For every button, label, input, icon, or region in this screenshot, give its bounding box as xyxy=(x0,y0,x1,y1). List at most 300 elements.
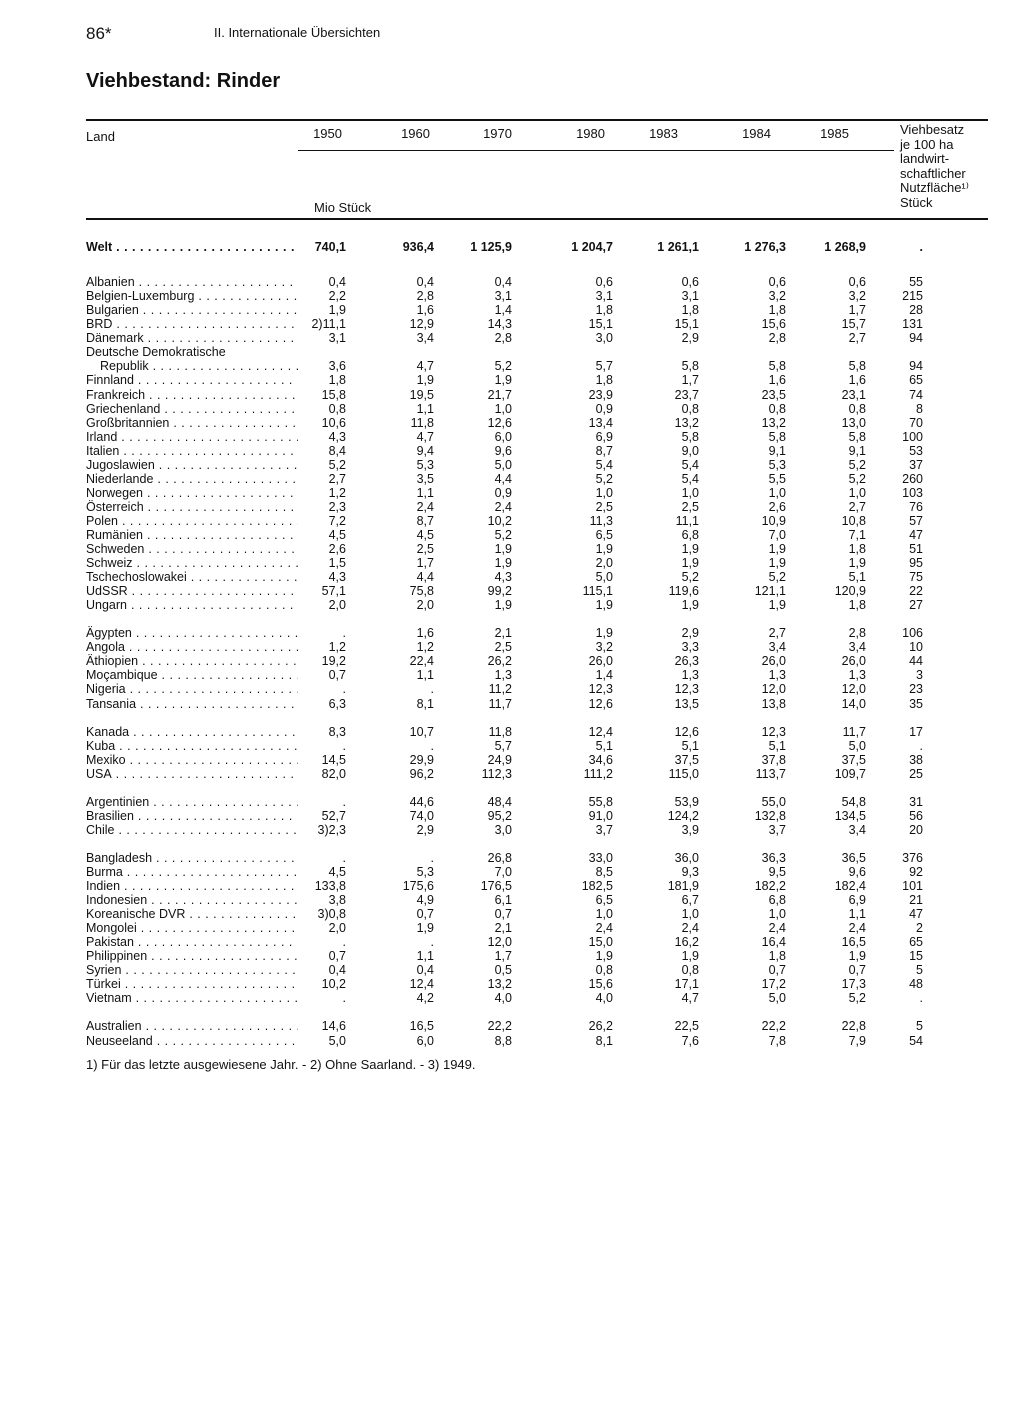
value-cell: 1 276,3 xyxy=(744,240,786,254)
density-cell: 94 xyxy=(909,331,923,346)
value-cell: 1,5 xyxy=(328,556,346,571)
value-cell: 26,2 xyxy=(487,654,512,669)
table-row xyxy=(0,500,1024,514)
value-cell: 8,3 xyxy=(328,724,346,739)
country-label: Österreich . . . xyxy=(86,500,298,514)
value-cell: 11,2 xyxy=(488,682,512,697)
value-cell: 3,9 xyxy=(681,822,699,837)
density-cell: 75 xyxy=(909,570,923,585)
table-row xyxy=(0,682,1024,696)
density-cell: 20 xyxy=(909,822,923,837)
value-cell: 113,7 xyxy=(755,766,786,781)
value-cell: 7,6 xyxy=(681,1033,699,1048)
value-cell: 22,4 xyxy=(409,654,434,669)
value-cell: 3,2 xyxy=(768,289,786,304)
value-cell: 22,2 xyxy=(761,1019,786,1034)
value-cell: 44,6 xyxy=(409,794,434,809)
table-row xyxy=(0,907,1024,921)
value-cell: 0,4 xyxy=(416,275,434,290)
density-cell: 28 xyxy=(909,303,923,318)
value-cell: 5,5 xyxy=(768,471,786,486)
table-row xyxy=(0,823,1024,837)
value-cell: 16,2 xyxy=(674,935,699,950)
value-cell: 36,3 xyxy=(761,850,786,865)
density-line: landwirt- xyxy=(900,151,950,167)
value-cell: . xyxy=(430,850,434,865)
table-row xyxy=(0,795,1024,809)
value-cell: 13,4 xyxy=(588,415,613,430)
value-cell: 3,5 xyxy=(416,471,434,486)
value-cell: 29,9 xyxy=(409,752,434,767)
value-cell: 75,8 xyxy=(409,584,434,599)
value-cell: 4,5 xyxy=(328,864,346,879)
value-cell: 10,2 xyxy=(321,977,346,992)
value-cell: 2,7 xyxy=(848,331,866,346)
value-cell: 8,7 xyxy=(595,443,613,458)
value-cell: 6,8 xyxy=(768,893,786,907)
value-cell: 5,0 xyxy=(494,457,512,472)
year-1960: 1960 xyxy=(401,126,430,141)
table-row xyxy=(0,275,1024,289)
value-cell: . xyxy=(342,991,346,1006)
page-number: 86* xyxy=(86,24,112,43)
value-cell: 1,9 xyxy=(681,598,699,613)
density-cell: 10 xyxy=(909,640,923,655)
country-label: Italien . . . xyxy=(86,444,298,458)
density-cell: . xyxy=(919,240,923,254)
value-cell: 5,7 xyxy=(494,738,512,753)
value-cell: 1,7 xyxy=(848,303,866,318)
value-cell: 15,1 xyxy=(588,317,613,332)
value-cell: 3)0,8 xyxy=(317,907,346,922)
value-cell: 9,4 xyxy=(416,443,434,458)
value-cell: 3,0 xyxy=(494,822,512,837)
value-cell: . xyxy=(430,682,434,697)
value-cell: 9,1 xyxy=(768,443,786,458)
value-cell: 6,0 xyxy=(494,429,512,444)
value-cell: 109,7 xyxy=(834,766,866,781)
value-cell: 2,7 xyxy=(768,626,786,641)
country-label: Moçambique . . . xyxy=(86,668,298,682)
density-cell: 21 xyxy=(909,893,923,907)
value-cell: 5,4 xyxy=(595,457,613,472)
value-cell: 115,1 xyxy=(582,584,613,599)
value-cell: 1,8 xyxy=(595,373,613,388)
value-cell: 7,2 xyxy=(328,513,346,528)
density-line: Nutzfläche¹⁾ xyxy=(900,180,969,196)
value-cell: 17,2 xyxy=(761,977,786,992)
value-cell: 5,0 xyxy=(595,570,613,585)
value-cell: 12,6 xyxy=(487,415,512,430)
table-row xyxy=(0,303,1024,317)
value-cell: 55,8 xyxy=(588,794,613,809)
value-cell: 3,2 xyxy=(848,289,866,304)
value-cell: 1,0 xyxy=(681,485,699,500)
value-cell: 12,0 xyxy=(487,935,512,950)
table-row xyxy=(0,345,1024,359)
table-row xyxy=(0,851,1024,865)
footnote: 1) Für das letzte ausgewiesene Jahr. - 2) Ohne Saarland. - 3) 1949. xyxy=(86,1057,476,1072)
value-cell: 1,2 xyxy=(328,640,346,655)
value-cell: 1,6 xyxy=(848,373,866,388)
value-cell: 1 204,7 xyxy=(571,240,613,254)
value-cell: 5,0 xyxy=(328,1033,346,1048)
country-label: Dänemark . . . xyxy=(86,331,298,345)
table-row xyxy=(0,584,1024,598)
value-cell: 133,8 xyxy=(314,879,346,893)
density-cell: 70 xyxy=(909,415,923,430)
value-cell: 5,2 xyxy=(848,991,866,1006)
value-cell: 1,9 xyxy=(848,949,866,964)
value-cell: 0,8 xyxy=(768,401,786,416)
country-label: Brasilien . . . xyxy=(86,809,298,823)
country-label: Angola . . . xyxy=(86,640,298,654)
table-row xyxy=(0,697,1024,711)
value-cell: 1,3 xyxy=(768,668,786,683)
value-cell: 1,9 xyxy=(328,303,346,318)
value-cell: 6,1 xyxy=(494,893,512,907)
value-cell: 1,9 xyxy=(416,373,434,388)
value-cell: 2,0 xyxy=(328,598,346,613)
value-cell: 13,2 xyxy=(487,977,512,992)
value-cell: 0,4 xyxy=(494,275,512,290)
value-cell: 36,0 xyxy=(674,850,699,865)
value-cell: 7,0 xyxy=(494,864,512,879)
value-cell: 8,1 xyxy=(595,1033,613,1048)
value-cell: 1,8 xyxy=(848,598,866,613)
value-cell: 182,4 xyxy=(834,879,866,893)
value-cell: 1,7 xyxy=(494,949,512,964)
value-cell: . xyxy=(430,935,434,950)
value-cell: 1,9 xyxy=(681,949,699,964)
table-row xyxy=(0,528,1024,542)
value-cell: 1,1 xyxy=(416,401,434,416)
country-label: Mongolei . . . xyxy=(86,921,298,935)
table-row xyxy=(0,514,1024,528)
value-cell: 111,2 xyxy=(583,766,613,781)
country-label: Türkei . . . xyxy=(86,977,298,991)
value-cell: 12,4 xyxy=(409,977,434,992)
value-cell: 2,8 xyxy=(768,331,786,346)
value-cell: 16,5 xyxy=(841,935,866,950)
density-cell: 23 xyxy=(909,682,923,697)
value-cell: 6,8 xyxy=(681,528,699,542)
value-cell: . xyxy=(342,794,346,809)
table-row xyxy=(0,865,1024,879)
value-cell: 1,9 xyxy=(681,542,699,556)
value-cell: 12,3 xyxy=(761,724,786,739)
table-row xyxy=(0,1019,1024,1033)
table-row xyxy=(0,753,1024,767)
value-cell: 1,0 xyxy=(595,907,613,922)
value-cell: 0,8 xyxy=(328,401,346,416)
value-cell: 6,9 xyxy=(848,893,866,907)
value-cell: 5,4 xyxy=(681,471,699,486)
value-cell: 4,3 xyxy=(328,570,346,585)
value-cell: 12,6 xyxy=(674,724,699,739)
density-cell: 27 xyxy=(909,598,923,613)
country-label: Ungarn . . . xyxy=(86,598,298,612)
value-cell: 10,2 xyxy=(487,513,512,528)
value-cell: 1,6 xyxy=(416,626,434,641)
density-cell: 131 xyxy=(902,317,923,332)
density-cell: . xyxy=(919,991,923,1006)
table-row xyxy=(0,725,1024,739)
value-cell: 1,3 xyxy=(494,668,512,683)
value-cell: 14,6 xyxy=(321,1019,346,1034)
value-cell: 37,5 xyxy=(841,752,866,767)
value-cell: 15,1 xyxy=(674,317,699,332)
value-cell: 5,2 xyxy=(595,471,613,486)
value-cell: 0,6 xyxy=(595,275,613,290)
country-label: Griechenland . . . xyxy=(86,402,298,416)
table-row xyxy=(0,668,1024,682)
table-row xyxy=(0,991,1024,1005)
table-row xyxy=(0,240,1024,254)
value-cell: 8,5 xyxy=(595,864,613,879)
value-cell: 1,1 xyxy=(416,949,434,964)
country-label: Großbritannien . . . xyxy=(86,416,298,430)
value-cell: 3,8 xyxy=(328,893,346,907)
page-title: Viehbestand: Rinder xyxy=(86,70,281,92)
value-cell: 23,1 xyxy=(841,387,866,402)
value-cell: 3,4 xyxy=(848,822,866,837)
value-cell: 5,1 xyxy=(681,738,699,753)
density-cell: 2 xyxy=(916,921,923,936)
value-cell: 1,9 xyxy=(768,542,786,556)
value-cell: 4,7 xyxy=(416,359,434,374)
value-cell: 0,8 xyxy=(681,401,699,416)
value-cell: 9,6 xyxy=(494,443,512,458)
value-cell: 2,3 xyxy=(328,499,346,514)
year-1983: 1983 xyxy=(649,126,678,141)
value-cell: 7,8 xyxy=(768,1033,786,1048)
country-label: Australien . . . xyxy=(86,1019,298,1033)
value-cell: 1 261,1 xyxy=(657,240,699,254)
value-cell: 36,5 xyxy=(841,850,866,865)
value-cell: 2)11,1 xyxy=(311,317,346,332)
value-cell: 3,1 xyxy=(595,289,613,304)
value-cell: 0,4 xyxy=(328,275,346,290)
density-cell: 76 xyxy=(909,499,923,514)
density-cell: 94 xyxy=(909,359,923,374)
value-cell: 1,9 xyxy=(768,598,786,613)
value-cell: 936,4 xyxy=(402,240,434,254)
country-label: Argentinien . . . xyxy=(86,795,298,809)
value-cell: 2,7 xyxy=(848,499,866,514)
density-cell: 106 xyxy=(902,626,923,641)
value-cell: 3,4 xyxy=(416,331,434,346)
country-label: Koreanische DVR . . . xyxy=(86,907,298,921)
value-cell: 13,8 xyxy=(761,696,786,711)
value-cell: 4,9 xyxy=(416,893,434,907)
value-cell: 34,6 xyxy=(588,752,613,767)
table-row xyxy=(0,458,1024,472)
value-cell: 7,1 xyxy=(848,528,866,542)
value-cell: 13,5 xyxy=(674,696,699,711)
country-label: Tansania . . . xyxy=(86,697,298,711)
value-cell: 3,1 xyxy=(681,289,699,304)
value-cell: 1,8 xyxy=(848,542,866,556)
density-cell: 51 xyxy=(909,542,923,556)
value-cell: 26,2 xyxy=(588,1019,613,1034)
country-label: Kuba . . . xyxy=(86,739,298,753)
value-cell: 2,6 xyxy=(328,542,346,556)
value-cell: 26,0 xyxy=(761,654,786,669)
value-cell: 95,2 xyxy=(487,808,512,823)
value-cell: 3,4 xyxy=(768,640,786,655)
value-cell: 91,0 xyxy=(588,808,613,823)
value-cell: 1,1 xyxy=(848,907,866,922)
value-cell: 0,8 xyxy=(595,963,613,978)
value-cell: 6,3 xyxy=(328,696,346,711)
density-cell: 48 xyxy=(909,977,923,992)
value-cell: 7,9 xyxy=(848,1033,866,1048)
country-label: Burma . . . xyxy=(86,865,298,879)
country-label: Kanada . . . xyxy=(86,725,298,739)
value-cell: 6,7 xyxy=(681,893,699,907)
value-cell: 2,5 xyxy=(681,499,699,514)
value-cell: 1,2 xyxy=(416,640,434,655)
value-cell: 182,2 xyxy=(754,879,786,893)
table-row xyxy=(0,921,1024,935)
value-cell: 1,0 xyxy=(768,907,786,922)
value-cell: 1,8 xyxy=(768,949,786,964)
value-cell: 0,8 xyxy=(848,401,866,416)
value-cell: 119,6 xyxy=(668,584,699,599)
value-cell: 5,0 xyxy=(848,738,866,753)
value-cell: 4,4 xyxy=(494,471,512,486)
value-cell: 2,8 xyxy=(848,626,866,641)
density-cell: 3 xyxy=(916,668,923,683)
value-cell: 10,9 xyxy=(761,513,786,528)
value-cell: 1,9 xyxy=(595,626,613,641)
value-cell: 22,8 xyxy=(841,1019,866,1034)
value-cell: 3,6 xyxy=(328,359,346,374)
table-row xyxy=(0,949,1024,963)
density-cell: 17 xyxy=(909,724,923,739)
value-cell: 1,3 xyxy=(848,668,866,683)
table-row xyxy=(0,444,1024,458)
value-cell: 1,8 xyxy=(595,303,613,318)
value-cell: 4,4 xyxy=(416,570,434,585)
header-land: Land xyxy=(86,129,115,144)
value-cell: 124,2 xyxy=(667,808,699,823)
year-1984: 1984 xyxy=(742,126,771,141)
density-cell: 25 xyxy=(909,766,923,781)
value-cell: 0,8 xyxy=(681,963,699,978)
value-cell: 6,0 xyxy=(416,1033,434,1048)
value-cell: 5,1 xyxy=(848,570,866,585)
value-cell: 1,0 xyxy=(595,485,613,500)
value-cell: 1,6 xyxy=(416,303,434,318)
table-row xyxy=(0,977,1024,991)
country-label: Chile . . . xyxy=(86,823,298,837)
density-cell: 53 xyxy=(909,443,923,458)
value-cell: 2,1 xyxy=(494,626,512,641)
value-cell: 13,2 xyxy=(674,415,699,430)
value-cell: 112,3 xyxy=(481,766,512,781)
value-cell: 5,8 xyxy=(768,429,786,444)
value-cell: 0,6 xyxy=(681,275,699,290)
value-cell: 4,5 xyxy=(416,528,434,542)
value-cell: 3,4 xyxy=(848,640,866,655)
value-cell: 48,4 xyxy=(487,794,512,809)
density-cell: 92 xyxy=(909,864,923,879)
value-cell: 3,3 xyxy=(681,640,699,655)
table-row xyxy=(0,359,1024,373)
country-label: Mexiko . . . xyxy=(86,753,298,767)
density-line: schaftlicher xyxy=(900,165,966,181)
table-row xyxy=(0,388,1024,402)
value-cell: 26,8 xyxy=(487,850,512,865)
table-row xyxy=(0,402,1024,416)
value-cell: 33,0 xyxy=(588,850,613,865)
density-cell: 103 xyxy=(902,485,923,500)
value-cell: 9,6 xyxy=(848,864,866,879)
value-cell: 3)2,3 xyxy=(317,822,346,837)
density-cell: 5 xyxy=(916,963,923,978)
value-cell: 21,7 xyxy=(487,387,512,402)
value-cell: 15,6 xyxy=(588,977,613,992)
country-label: Norwegen . . . xyxy=(86,486,298,500)
table-row xyxy=(0,331,1024,345)
value-cell: 19,2 xyxy=(321,654,346,669)
country-label: Tschechoslowakei . . . xyxy=(86,570,298,584)
value-cell: 3,7 xyxy=(768,822,786,837)
value-cell: 37,8 xyxy=(761,752,786,767)
value-cell: 4,0 xyxy=(595,991,613,1006)
density-cell: 55 xyxy=(909,275,923,290)
table-row xyxy=(0,430,1024,444)
country-label: Deutsche Demokratische xyxy=(86,345,226,360)
value-cell: 19,5 xyxy=(409,387,434,402)
value-cell: 54,8 xyxy=(841,794,866,809)
table-row xyxy=(0,640,1024,654)
value-cell: 2,1 xyxy=(494,921,512,936)
value-cell: 1,9 xyxy=(595,949,613,964)
value-cell: 14,0 xyxy=(841,696,866,711)
density-cell: 8 xyxy=(916,401,923,416)
country-label: Irland . . . xyxy=(86,430,298,444)
value-cell: 1,0 xyxy=(768,485,786,500)
value-cell: 5,8 xyxy=(681,429,699,444)
value-cell: 16,5 xyxy=(409,1019,434,1034)
value-cell: 5,8 xyxy=(681,359,699,374)
value-cell: . xyxy=(342,850,346,865)
table-row xyxy=(0,893,1024,907)
value-cell: . xyxy=(342,738,346,753)
value-cell: 22,2 xyxy=(487,1019,512,1034)
value-cell: 1,8 xyxy=(681,303,699,318)
value-cell: 23,9 xyxy=(588,387,613,402)
value-cell: 9,0 xyxy=(681,443,699,458)
value-cell: 115,0 xyxy=(668,766,699,781)
value-cell: 5,8 xyxy=(848,429,866,444)
value-cell: 11,7 xyxy=(842,724,866,739)
value-cell: 8,8 xyxy=(494,1033,512,1048)
value-cell: 8,4 xyxy=(328,443,346,458)
value-cell: 182,5 xyxy=(581,879,613,893)
value-cell: 1,6 xyxy=(768,373,786,388)
value-cell: 7,0 xyxy=(768,528,786,542)
value-cell: 2,5 xyxy=(494,640,512,655)
value-cell: 1,9 xyxy=(494,598,512,613)
value-cell: 15,7 xyxy=(841,317,866,332)
value-cell: 3,0 xyxy=(595,331,613,346)
country-label: Indonesien . . . xyxy=(86,893,298,907)
value-cell: 1,0 xyxy=(494,401,512,416)
